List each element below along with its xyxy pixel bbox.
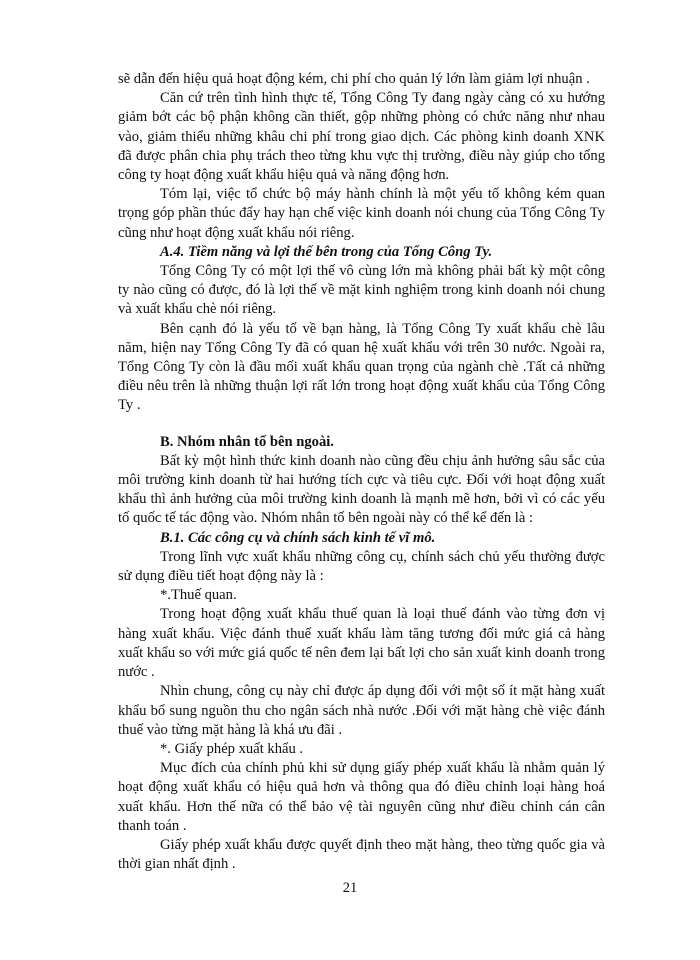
section-gap <box>118 416 605 433</box>
page-number: 21 <box>342 880 358 896</box>
document-page <box>118 70 605 874</box>
paragraph-external-factors: Bất kỳ một hình thức kinh doanh nào cũng đều chịu ảnh hưởng sâu sắc của môi trường kinh doanh từ hai hướng tích cực và tiêu cực. Đối với hoạt động xuất khẩu thì ảnh hưởng của môi trường kinh doanh là mạnh mẽ hơn, bởi vì có các yếu tố quốc tế tác động vào. Nhóm nhân tố bên ngoài này có thể kể đến là : <box>118 452 605 527</box>
subheading-export-license: *. Giấy phép xuất khẩu . <box>160 740 304 757</box>
paragraph-summary: Tóm lại, việc tổ chức bộ máy hành chính là một yếu tố không kém quan trọng góp phần thúc đẩy hay hạn chế việc kinh doanh nói chung của Tổng Công Ty cũng như hoạt động xuất khẩu nói riêng. <box>118 186 605 241</box>
paragraph-license-decision: Giấy phép xuất khẩu được quyết định theo mặt hàng, theo từng quốc gia và thời gian nhất định . <box>118 836 605 873</box>
paragraph-partners: Bên cạnh đó là yếu tố về bạn hàng, là Tổng Công Ty xuất khẩu chè lâu năm, hiện nay Tổng Công Ty đã có quan hệ xuất khẩu với trên 30 nước. Ngoài ra, Tổng Công Ty còn là đầu mối xuất khẩu quan trọng của ngành chè .Tất cả những điều nêu trên là những thuận lợi rất lớn trong hoạt động xuất khẩu của Tổng Công Ty . <box>118 320 605 414</box>
paragraph-intro-continuation: sẽ dẫn đến hiệu quả hoạt động kém, chi phí cho quản lý lớn làm giảm lợi nhuận . <box>118 71 590 87</box>
paragraph-tariff: Trong hoạt động xuất khẩu thuế quan là loại thuế đánh vào từng đơn vị hàng xuất khẩu. Việc đánh thuế xuất khẩu làm tăng tương đối mức giá cả hàng xuất khẩu so với mức giá quốc tế nên đem lại bất lợi cho sản xuất kinh doanh trong nước . <box>118 606 605 681</box>
paragraph-tariff-application: Nhìn chung, công cụ này chỉ được áp dụng đối với một số ít mặt hàng xuất khẩu bổ sung nguồn thu cho ngân sách nhà nước .Đối với mặt hàng chè việc đánh thuế vào từng mặt hàng là khá ưu đãi . <box>118 683 605 738</box>
heading-b1: B.1. Các công cụ và chính sách kinh tế vĩ mô. <box>160 529 436 546</box>
paragraph-organization: Căn cứ trên tình hình thực tế, Tổng Công Ty đang ngày càng có xu hướng giảm bớt các bộ phận không cần thiết, gộp những phòng có chức năng như nhau vào, giảm thiểu những khâu chi phí trong giao dịch. Các phòng kinh doanh XNK đã được phân chia phụ trách theo từng khu vực thị trường, điều này giúp cho tổng công ty hoạt động xuất khẩu hiệu quả và năng động hơn. <box>118 90 605 184</box>
paragraph-license-purpose: Mục đích của chính phủ khi sử dụng giấy phép xuất khẩu là nhằm quản lý hoạt động xuất khẩu có hiệu quả hơn và thông qua đó điều chỉnh loại hàng hoá xuất khẩu. Hơn thế nữa có thể bảo vệ tài nguyên cũng như điều chỉnh cán cân thanh toán . <box>118 760 605 834</box>
subheading-tariff: *.Thuế quan. <box>160 587 237 604</box>
paragraph-policy-tools: Trong lĩnh vực xuất khẩu những công cụ, chính sách chủ yếu thường được sử dụng điều tiết hoạt động này là : <box>118 548 605 585</box>
heading-a4: A.4. Tiềm năng và lợi thế bên trong của Tổng Công Ty. <box>160 243 493 260</box>
paragraph-experience: Tổng Công Ty có một lợi thế vô cùng lớn mà không phải bất kỳ một công ty nào cũng có được, đó là lợi thế về mặt kinh nghiệm trong kinh doanh nói chung và xuất khẩu chè nói riêng. <box>118 263 605 318</box>
heading-b: B. Nhóm nhân tố bên ngoài. <box>160 433 334 450</box>
